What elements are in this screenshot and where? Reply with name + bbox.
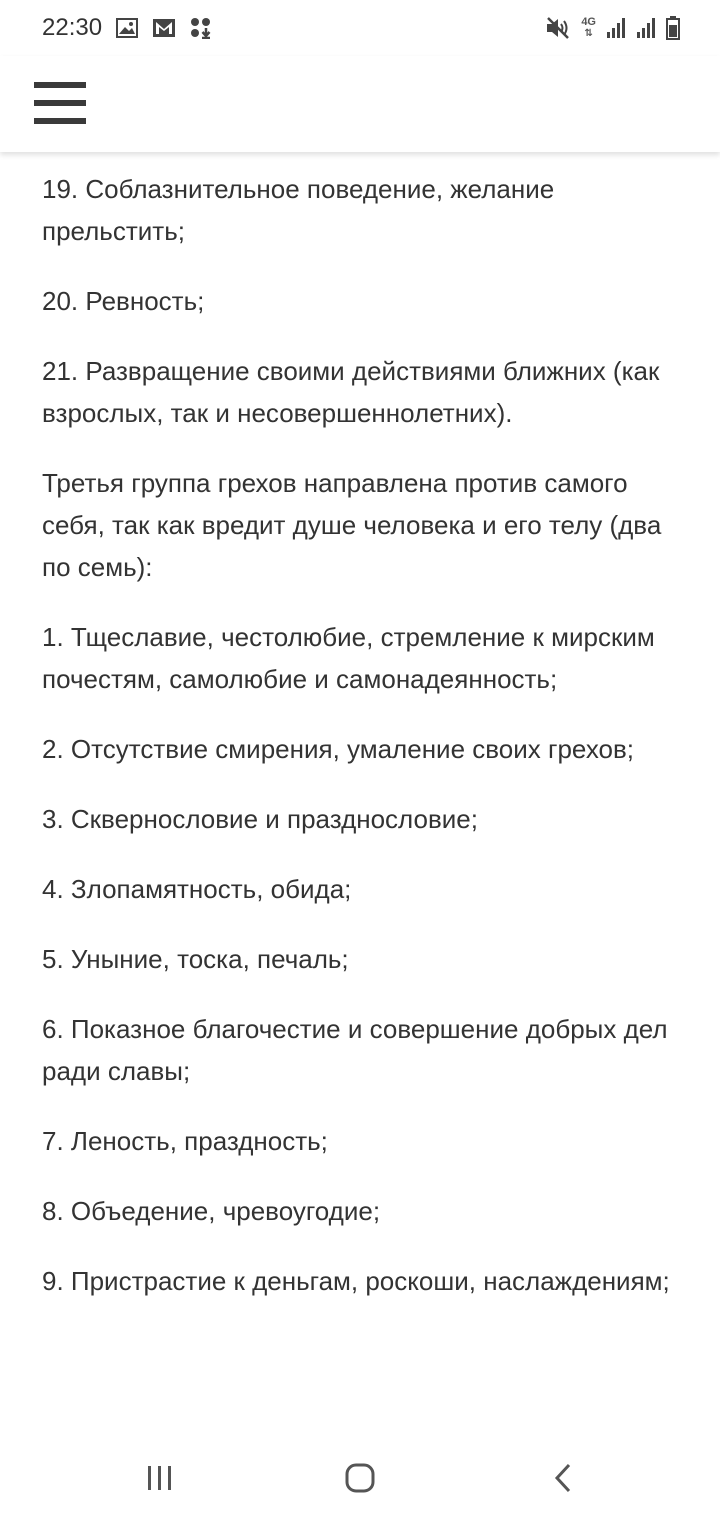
paragraph: Третья группа грехов направлена против самого себя, так как вредит душе человека и его телу (два по семь):	[42, 468, 662, 582]
paragraph: 5. Уныние, тоска, печаль;	[42, 944, 349, 974]
network-4g-icon: 4G ⇅	[581, 16, 596, 39]
paragraph: 6. Показное благочестие и совершение добрых дел ради славы;	[42, 1014, 668, 1086]
paragraph: 7. Леность, праздность;	[42, 1126, 328, 1156]
app-header	[0, 56, 720, 152]
recent-apps-icon[interactable]	[135, 1458, 185, 1498]
paragraph: 21. Развращение своими действиями ближних (как взрослых, так и несовершеннолетних).	[42, 356, 660, 428]
image-icon	[116, 18, 138, 38]
status-bar	[0, 0, 720, 56]
home-icon[interactable]	[335, 1458, 385, 1498]
article-content	[0, 152, 720, 1430]
paragraph: 1. Тщеславие, честолюбие, стремление к мирским почестям, самолюбие и самонадеянность;	[42, 622, 655, 694]
signal-icon	[606, 17, 626, 39]
paragraph: 4. Злопамятность, обида;	[42, 874, 352, 904]
back-icon[interactable]	[538, 1458, 588, 1498]
paragraph: 8. Объедение, чревоугодие;	[42, 1196, 381, 1226]
paragraph: 9. Пристрастие к деньгам, роскоши, наслаждениям;	[42, 1266, 670, 1296]
battery-icon	[666, 16, 680, 40]
navigation-bar	[0, 1430, 720, 1520]
clock: 22:30	[42, 14, 103, 41]
mute-icon	[545, 16, 571, 40]
hamburger-menu-icon[interactable]	[34, 82, 88, 126]
gmail-icon	[152, 18, 176, 38]
downloads-icon	[190, 17, 212, 39]
paragraph: 3. Сквернословие и празднословие;	[42, 804, 478, 834]
signal-icon-2	[636, 17, 656, 39]
network-label: 4G	[581, 16, 596, 28]
paragraph: 2. Отсутствие смирения, умаление своих грехов;	[42, 734, 635, 764]
paragraph: 19. Соблазнительное поведение, желание прельстить;	[42, 174, 555, 246]
paragraph: 20. Ревность;	[42, 286, 205, 316]
